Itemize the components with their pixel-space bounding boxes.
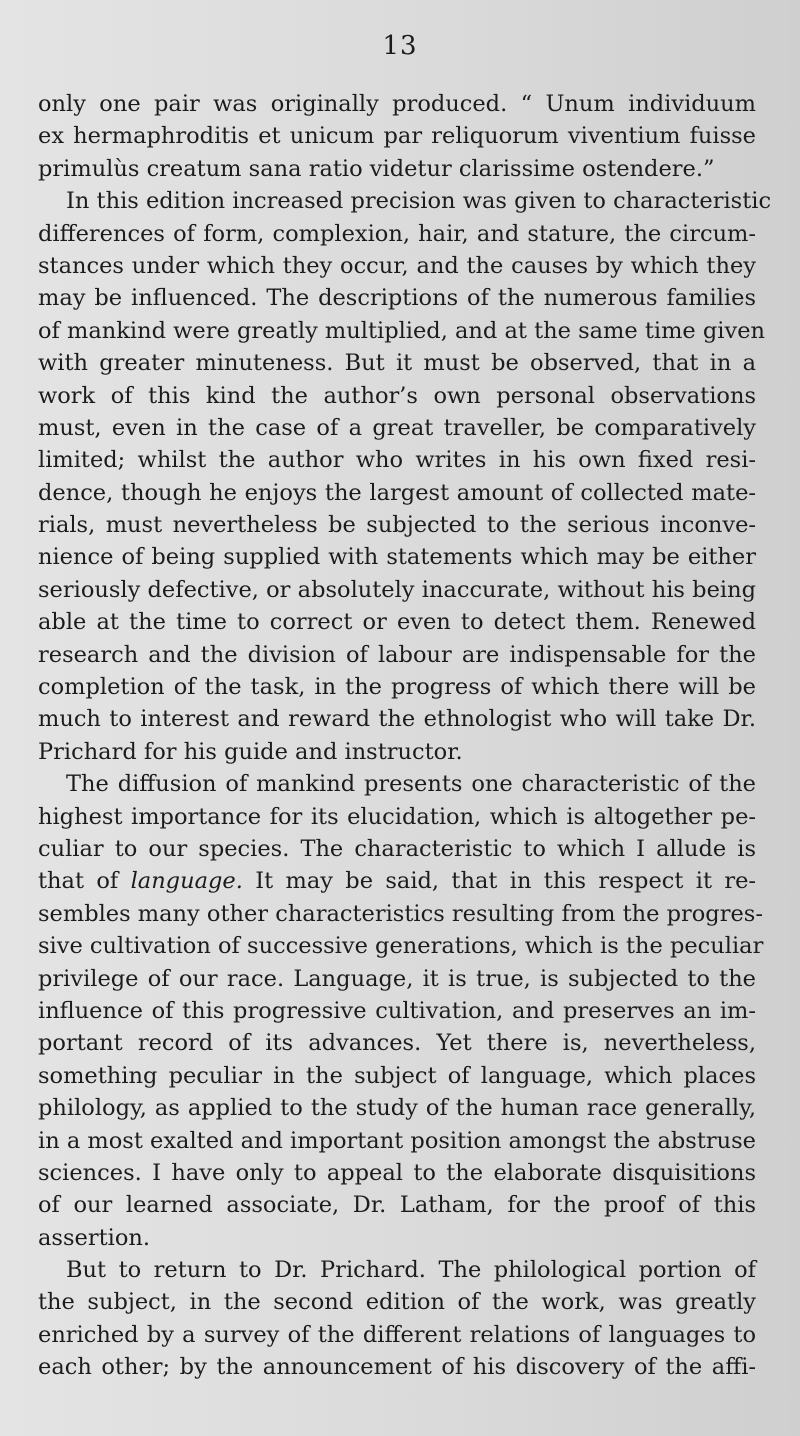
text-line: in a most exalted and important position amongst the abstruse (38, 1127, 756, 1154)
text-line: with greater minuteness. But it must be observed, that in a (38, 350, 756, 377)
italic-word: language. (130, 868, 243, 895)
text-line: rials, must nevertheless be subjected to the serious inconve- (38, 512, 756, 539)
text-line: of our learned associate, Dr. Latham, for the proof of this (38, 1192, 756, 1219)
text-line: research and the division of labour are indispensable for the (38, 641, 756, 668)
paragraph-start-line: The diffusion of mankind presents one characteristic of the (66, 771, 756, 798)
text-line: limited; whilst the author who writes in his own fixed resi- (38, 447, 756, 474)
text-line: sembles many other characteristics resulting from the progres- (38, 900, 763, 927)
text-line: dence, though he enjoys the largest amount of collected mate- (38, 479, 756, 506)
text-segment: that of (38, 868, 119, 895)
text-line: each other; by the announcement of his discovery of the affi- (38, 1354, 756, 1381)
text-line: primulùs creatum sana ratio videtur clarissime ostendere.” (38, 155, 715, 182)
text-line: assertion. (38, 1224, 151, 1251)
text-line: only one pair was originally produced. “ Unum individuum (38, 91, 756, 117)
paragraph-start-line: In this edition increased precision was given to characteristic (66, 188, 772, 215)
text-line: must, even in the case of a great traveller, be comparatively (38, 414, 756, 441)
text-line: Prichard for his guide and instructor. (38, 738, 463, 765)
text-line: seriously defective, or absolutely inaccurate, without his being (38, 576, 756, 603)
text-line: influence of this progressive cultivation, and preserves an im- (38, 997, 756, 1024)
body-text (38, 88, 772, 1384)
text-line: nience of being supplied with statements which may be either (38, 544, 756, 571)
text-line: the subject, in the second edition of the work, was greatly (38, 1289, 756, 1316)
text-segment: It may be said, that in this respect it re- (255, 868, 757, 895)
text-line: highest importance for its elucidation, which is altogether pe- (38, 803, 756, 830)
text-line: able at the time to correct or even to detect them. Renewed (38, 609, 756, 636)
text-line: ex hermaphroditis et unicum par reliquorum viventium fuisse (38, 123, 756, 150)
text-line: portant record of its advances. Yet there is, nevertheless, (38, 1030, 756, 1057)
text-line: stances under which they occur, and the causes by which they (38, 252, 756, 279)
page-number: 13 (382, 31, 418, 61)
text-line: completion of the task, in the progress of which there will be (38, 674, 756, 701)
text-line: work of this kind the author’s own personal observations (38, 382, 756, 409)
text-line-with-italic (38, 865, 756, 897)
text-line: of mankind were greatly multiplied, and at the same time given (38, 317, 765, 344)
text-line: culiar to our species. The characteristic to which I allude is (38, 835, 756, 862)
text-line: much to interest and reward the ethnologist who will take Dr. (38, 706, 756, 733)
text-line: may be influenced. The descriptions of the numerous families (38, 285, 756, 312)
text-line: enriched by a survey of the different relations of languages to (38, 1321, 756, 1348)
text-line: philology, as applied to the study of the human race generally, (38, 1095, 756, 1122)
text-line: sive cultivation of successive generations, which is the peculiar (38, 933, 764, 960)
text-line: something peculiar in the subject of language, which places (38, 1062, 756, 1089)
text-line: sciences. I have only to appeal to the elaborate disquisitions (38, 1159, 756, 1186)
text-line: privilege of our race. Language, it is true, is subjected to the (38, 965, 756, 992)
paragraph-start-line: But to return to Dr. Prichard. The philological portion of (66, 1257, 756, 1284)
text-line: differences of form, complexion, hair, and stature, the circum- (38, 220, 756, 247)
